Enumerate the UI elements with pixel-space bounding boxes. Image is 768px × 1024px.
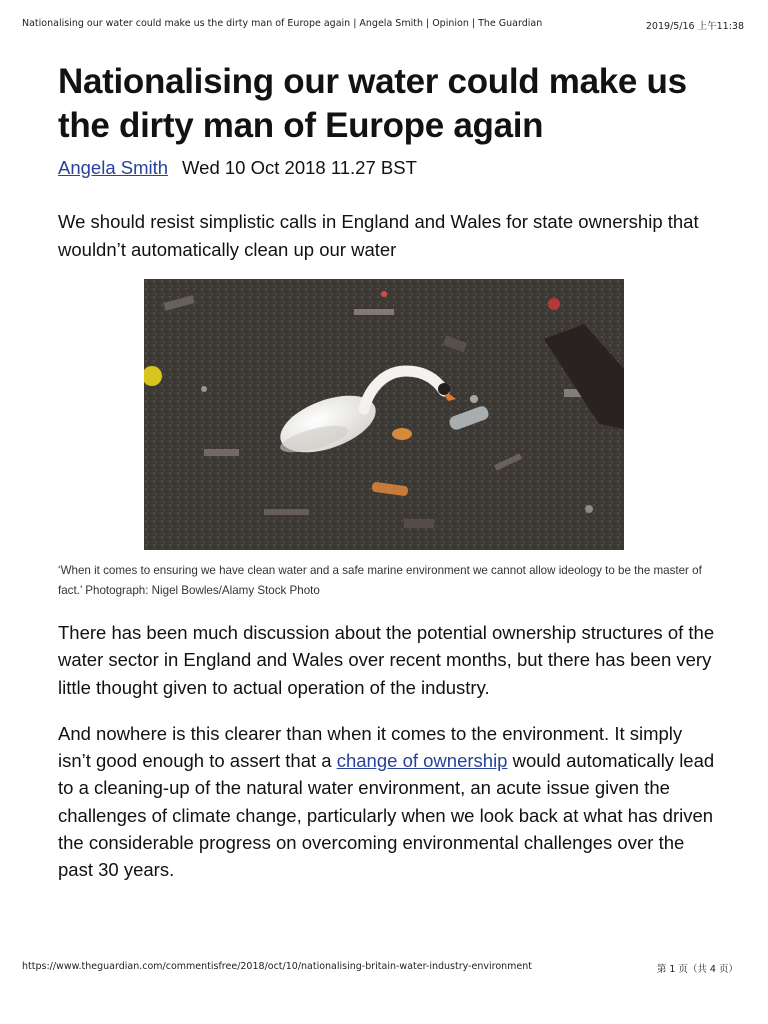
print-header-timestamp: 2019/5/16 上午11:38 (645, 21, 744, 32)
byline (58, 156, 718, 180)
paragraph-2 (58, 720, 718, 884)
change-of-ownership-link[interactable]: change of ownership (336, 750, 508, 772)
publish-date: Wed 10 Oct 2018 11.27 BST (182, 157, 417, 178)
page-indicator: 第 1 页（共 4 页） (656, 964, 738, 975)
print-footer (22, 961, 738, 975)
print-footer-url: https://www.theguardian.com/commentisfree/2018/oct/10/nationalising-britain-water-industry-environment (22, 961, 532, 972)
headline: Nationalising our water could make us the dirty man of Europe again (58, 62, 687, 145)
print-header-title: Nationalising our water could make us the dirty man of Europe again | Angela Smith | Opinion | The Guardian (22, 18, 543, 29)
author-link[interactable]: Angela Smith (58, 157, 169, 178)
paragraph-2-text-a: And nowhere is this clearer than when it comes to the environment. It simply isn’t good enough to assert that a (58, 722, 683, 772)
paragraph-1: There has been much discussion about the potential ownership structures of the water sector in England and Wales over recent months, but there has been very little thought given to actual operation of the industry. (58, 622, 715, 698)
article (58, 60, 718, 264)
print-header (22, 18, 744, 32)
image-caption: ‘When it comes to ensuring we have clean water and a safe marine environment we cannot allow ideology to be the master of fact.’ Photograph: Nigel Bowles/Alamy Stock Photo (58, 564, 702, 597)
standfirst: We should resist simplistic calls in England and Wales for state ownership that wouldn’t automatically clean up our water (58, 211, 699, 260)
article-body (58, 619, 718, 903)
article-photo (144, 279, 624, 550)
paragraph-2-text-b: would automatically lead to a cleaning-up of the natural water environment, an acute issue given the challenges of climate change, particularly when we look back at what has driven the considerable progress on overcoming environmental challenges over the past 30 years. (58, 750, 715, 881)
